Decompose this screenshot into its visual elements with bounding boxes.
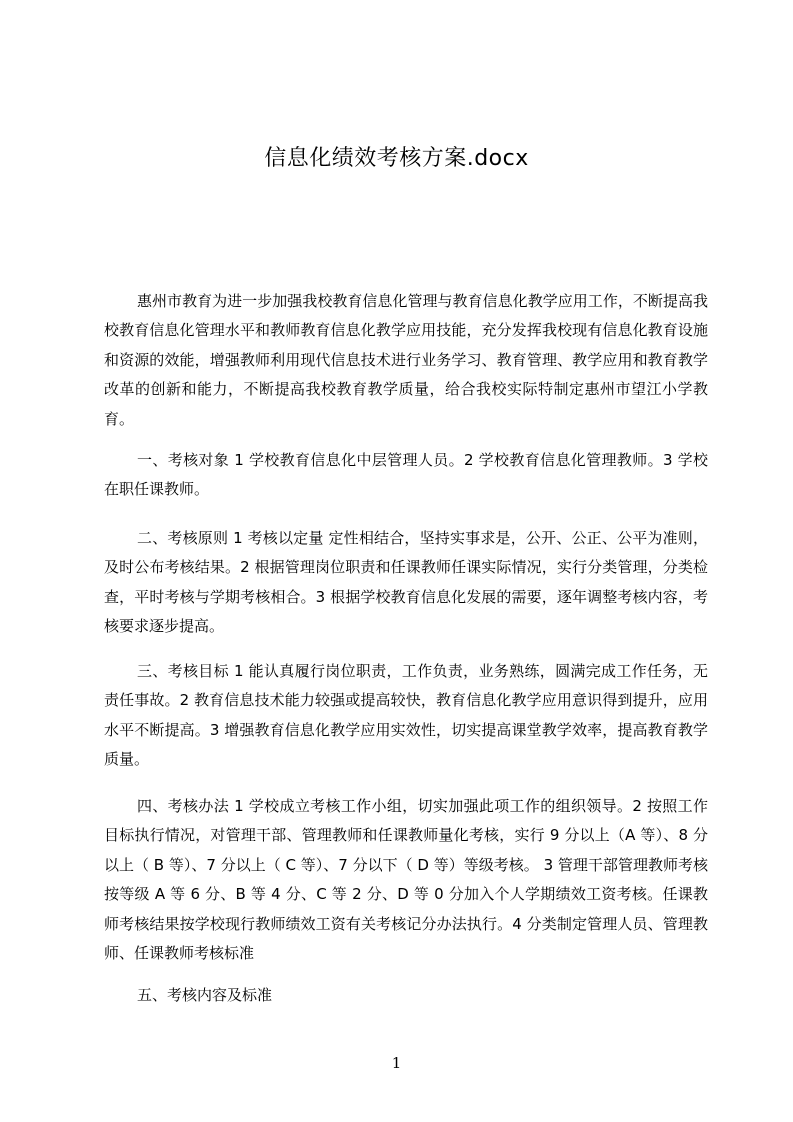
paragraph-assessment-principles xyxy=(104,524,708,642)
paragraph-text: 四、考核办法 1 学校成立考核工作小组，切实加强此项工作的组织领导。2 按照工作目标执行情况，对管理干部、管理教师和任课教师量化考核，实行 9 分以上（A 等）、8 分以上（ B 等）、7 分以上（ C 等）、7 分以下（ D 等）等级考核。 3 管理干部管理教师考核按等级 A 等 6 分、B 等 4 分、C 等 2 分、D 等 0 分加入个人学期绩效工资考核。任课教师考核结果按学校现行教师绩效工资有关考核记分办法执行。4 分类制定管理人员、管理教师、任课教师考核标准 xyxy=(104,797,708,963)
paragraph-text: 惠州市教育为进一步加强我校教育信息化管理与教育信息化教学应用工作，不断提高我校教育信息化管理水平和教师教育信息化教学应用技能，充分发挥我校现有信息化教育设施和资源的效能，增强教师利用现代信息技术进行业务学习、教育管理、教学应用和教育教学改革的创新和能力，不断提高我校教育教学质量，给合我校实际特制定惠州市望江小学教育。 xyxy=(104,292,708,428)
paragraph-text: 三、考核目标 1 能认真履行岗位职责，工作负责，业务熟练，圆满完成工作任务，无责任事故。2 教育信息技术能力较强或提高较快，教育信息化教学应用意识得到提升，应用水平不断提高。3 增强教育信息化教学应用实效性，切实提高课堂教学效率，提高教育教学质量。 xyxy=(104,662,708,769)
paragraph-assessment-methods xyxy=(104,792,708,968)
page-number: 1 xyxy=(391,1054,402,1072)
paragraph-assessment-content-heading xyxy=(104,981,708,1010)
paragraph-assessment-targets xyxy=(104,446,708,505)
paragraph-text: 二、考核原则 1 考核以定量 定性相结合，坚持实事求是，公开、公正、公平为准则，及时公布考核结果。2 根据管理岗位职责和任课教师任课实际情况，实行分类管理，分类检查，平时考核与学期考核相合。3 根据学校教育信息化发展的需要，逐年调整考核内容，考核要求逐步提高。 xyxy=(104,529,708,636)
paragraph-text: 一、考核对象 1 学校教育信息化中层管理人员。2 学校教育信息化管理教师。3 学校在职任课教师。 xyxy=(104,451,708,499)
section-heading: 五、考核内容及标准 xyxy=(137,986,273,1004)
document-title: 信息化绩效考核方案.docx xyxy=(264,146,529,171)
paragraph-assessment-goals xyxy=(104,657,708,775)
paragraph-intro xyxy=(104,287,708,434)
